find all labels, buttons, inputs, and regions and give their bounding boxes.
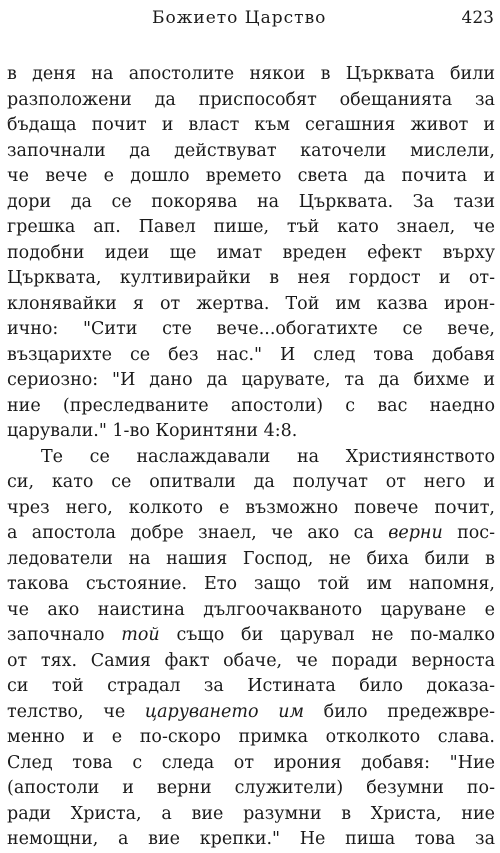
text-line: ради Христа, а вие разумни в Христа, ние (7, 803, 495, 824)
text-line: След това с следа от ирония добавя: "Ние (7, 752, 495, 773)
text-line: ние (преследваните апостоли) с вас наедно (7, 395, 495, 416)
text-line: от тях. Самия факт обаче, че поради верноста (7, 650, 495, 671)
text-line: подобни идеи ще имат вреден ефект върху (7, 242, 495, 263)
text-run: телство, че (7, 701, 145, 722)
text-line: че вече е дошло времето света да почита и (7, 166, 495, 186)
text-run: също би царувал не по-малко (159, 625, 495, 645)
text-line: възцарихте се без нас." И след това добавя (7, 344, 495, 365)
text-run: а апостола добре знаел, че ако са (7, 523, 389, 543)
text-line: грешка ап. Павел пише, тъй като знаел, че (7, 217, 495, 237)
text-line: чрез него, колкото е възможно повече почит, (7, 497, 495, 518)
text-line: Църквата, култивирайки в нея гордост и от- (7, 268, 495, 288)
running-header (0, 0, 500, 62)
text-line: в деня на апостолите някои в Църквата били (7, 64, 495, 84)
body-text (7, 62, 495, 853)
emphasis-text: той (121, 625, 160, 645)
text-line: дори да се покорява на Църквата. За тази (7, 191, 495, 212)
text-line: такова състояние. Ето защо той им напомня, (7, 574, 495, 594)
text-line: сериозно: "И дано да царувате, та да бихме и (7, 370, 495, 390)
text-line: си, като се опитвали да получат от него и (7, 472, 495, 492)
emphasis-text: царуването им (144, 701, 304, 722)
text-line: започнали да действуват каточели мислели, (7, 140, 495, 161)
text-line: Те се наслаждавали на Християнството (41, 446, 495, 467)
text-line: бъдаща почит и власт към сегашния живот и (7, 115, 495, 135)
text-line: че ако наистина дългоочакваното царуване е (7, 599, 495, 620)
text-line: царували." 1-во Коринтяни 4:8. (7, 421, 298, 441)
text-line: ично: "Сити сте вече...обогатихте се вече, (7, 319, 495, 339)
text-line: си той страдал за Истината било доказа- (7, 676, 495, 696)
text-line: менно и е по-скоро примка отколкото слава. (7, 727, 495, 747)
running-title: Божието Царство (152, 8, 327, 28)
text-run: било предежвре- (304, 701, 495, 722)
text-line: (апостоли и верни служители) безумни по- (7, 778, 495, 798)
text-line (7, 521, 495, 547)
text-line: клонявайки я от жертва. Той им казва ирон- (7, 293, 495, 314)
text-run: пос- (442, 523, 495, 543)
text-line: ледователи на нашия Господ, не биха били в (7, 548, 495, 569)
text-line: немощни, а вие крепки." Не пиша това за (7, 829, 495, 849)
text-line (7, 623, 495, 649)
emphasis-text: верни (388, 523, 443, 543)
text-line (7, 700, 495, 726)
paragraph-2 (7, 445, 495, 853)
text-run: започнало (7, 625, 122, 645)
paragraph-1 (7, 62, 495, 445)
text-line: разположени да приспособят обещанията за (7, 89, 495, 110)
page-number: 423 (461, 8, 494, 28)
